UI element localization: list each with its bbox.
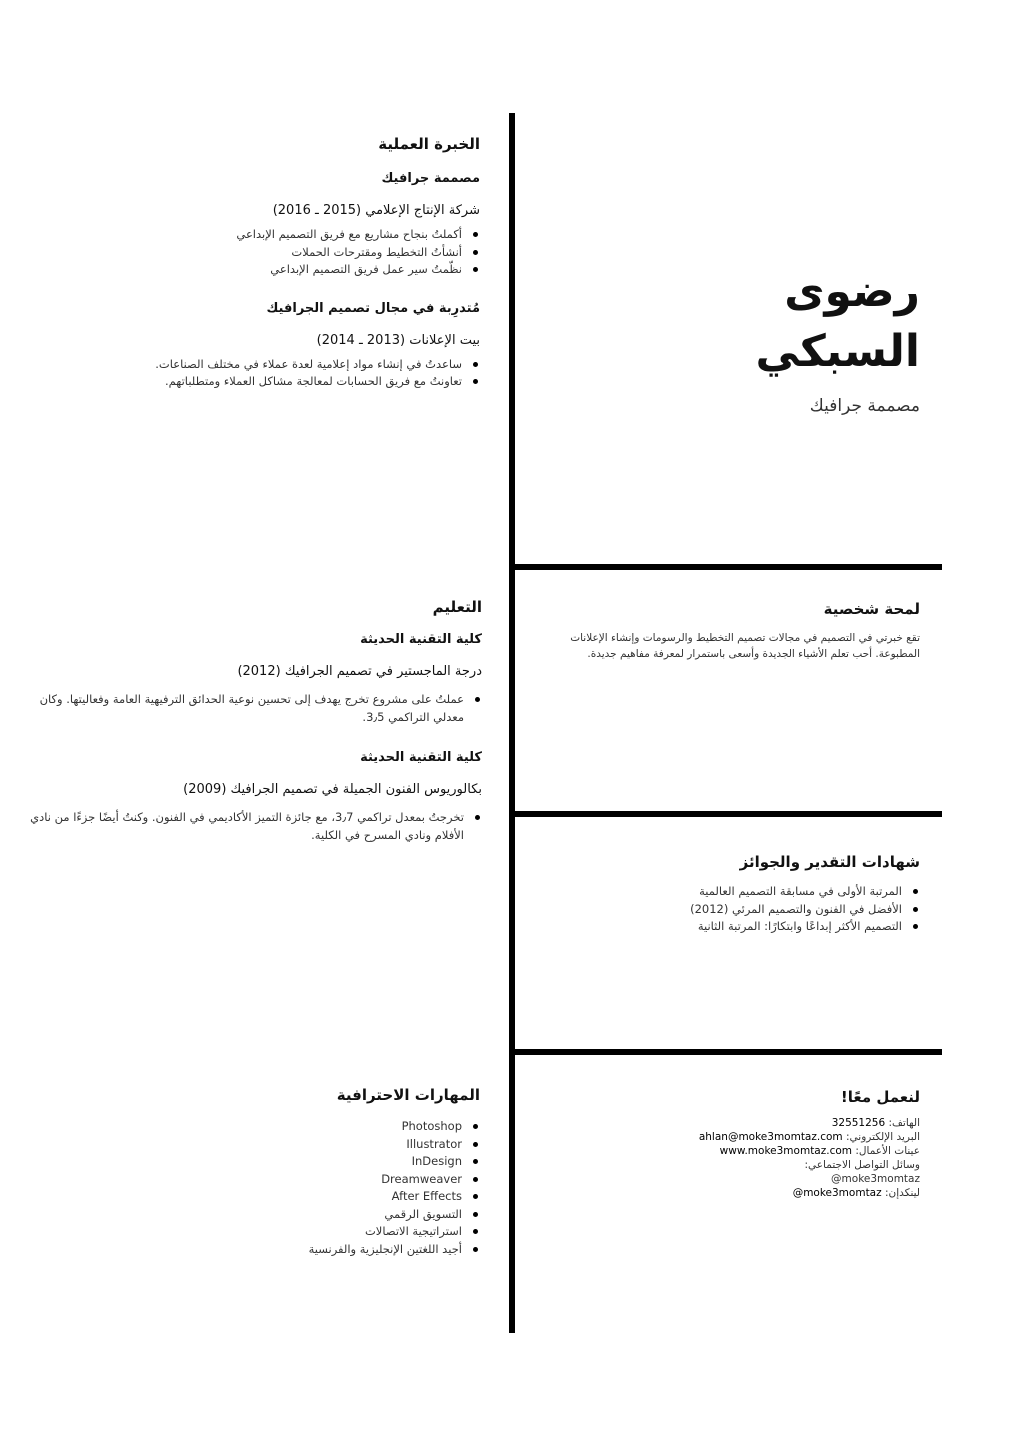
skills-heading: المهارات الاحترافية <box>336 1086 480 1104</box>
list-item: Illustrator <box>80 1136 462 1154</box>
vertical-divider <box>509 113 515 1333</box>
list-item: نظّمتُ سير عمل فريق التصميم الإبداعي <box>60 261 462 279</box>
contact-email-row <box>530 1130 920 1144</box>
list-item: التصميم الأكثر إبداعًا وابتكارًا: المرتبة الثانية <box>530 918 902 936</box>
profile-text: تقع خبرتي في التصميم في مجالات تصميم التخطيط والرسومات وإنشاء الإعلانات المطبوعة. أحب تعلم الأشياء الجديدة وأسعى باستمرار لمعرفة مفاهيم جديدة. <box>570 632 920 660</box>
education-school: كلية التقنية الحديثة <box>360 750 482 765</box>
list-item: المرتبة الأولى في مسابقة التصميم العالمية <box>530 883 902 901</box>
education-heading: التعليم <box>432 598 482 616</box>
awards-list <box>530 883 920 936</box>
list-item: عملتُ على مشروع تخرج يهدف إلى تحسين نوعية الحدائق الترفيهية العامة وفعاليتها. وكان معدلي التراكمي 3٫5. <box>12 691 464 726</box>
education-degree: بكالوريوس الفنون الجميلة في تصميم الجرافيك (2009) <box>183 782 482 797</box>
list-item: أكملتُ بنجاح مشاريع مع فريق التصميم الإبداعي <box>60 226 462 244</box>
list-item: Photoshop <box>80 1118 462 1136</box>
list-item: استراتيجية الاتصالات <box>80 1223 462 1241</box>
job-bullets <box>60 356 480 391</box>
name-last: السبكي <box>755 326 920 377</box>
profile-section <box>530 600 920 662</box>
horizontal-divider-1 <box>515 564 942 570</box>
education-section <box>12 598 482 844</box>
experience-heading: الخبرة العملية <box>378 135 480 153</box>
job-position: مُتدرِبة في مجال تصميم الجرافيك <box>266 300 480 316</box>
education-degree: درجة الماجستير في تصميم الجرافيك (2012) <box>237 664 482 679</box>
contact-portfolio-row <box>530 1144 920 1158</box>
awards-section <box>530 853 920 936</box>
list-item: الأفضل في الفنون والتصميم المرئي (2012) <box>530 901 902 919</box>
contact-section <box>530 1088 920 1200</box>
contact-portfolio-label: عينات الأعمال: <box>855 1145 920 1157</box>
job-position: مصممة جرافيك <box>381 171 480 186</box>
contact-phone-label: الهاتف: <box>888 1117 920 1129</box>
list-item: Dreamweaver <box>80 1171 462 1189</box>
list-item: أنشأتُ التخطيط ومقترحات الحملات <box>60 244 462 262</box>
skills-list <box>80 1118 480 1258</box>
horizontal-divider-3 <box>515 1049 942 1055</box>
list-item: After Effects <box>80 1188 462 1206</box>
contact-email[interactable]: ahlan@moke3momtaz.com <box>698 1131 843 1143</box>
skills-section <box>80 1086 480 1258</box>
contact-linkedin-row <box>530 1186 920 1200</box>
list-item: أجيد اللغتين الإنجليزية والفرنسية <box>80 1241 462 1259</box>
list-item: InDesign <box>80 1153 462 1171</box>
contact-social-label: وسائل التواصل الاجتماعي: <box>804 1159 920 1171</box>
list-item: التسويق الرقمي <box>80 1206 462 1224</box>
job-bullets <box>60 226 480 279</box>
list-item: تخرجتُ بمعدل تراكمي 3٫7، مع جائزة التميز الأكاديمي في الفنون. وكنتُ أيضًا جزءًا من نادي الأفلام ونادي المسرح في الكلية. <box>12 809 464 844</box>
name-first: رضوى <box>784 266 920 317</box>
list-item: تعاونتُ مع فريق الحسابات لمعالجة مشاكل العملاء ومتطلباتهم. <box>60 373 462 391</box>
contact-linkedin[interactable]: @moke3momtaz <box>792 1187 882 1199</box>
contact-social[interactable]: @moke3momtaz <box>831 1173 920 1185</box>
contact-heading: لنعمل معًا! <box>840 1088 920 1106</box>
horizontal-divider-2 <box>515 811 942 817</box>
job-title: مصممة جرافيك <box>809 396 920 416</box>
education-bullets <box>12 691 482 726</box>
contact-portfolio-link[interactable]: www.moke3momtaz.com <box>719 1145 853 1157</box>
job-company: بيت الإعلانات (2013 ـ 2014) <box>316 332 480 348</box>
contact-phone: 32551256 <box>831 1117 886 1129</box>
profile-heading: لمحة شخصية <box>823 600 920 618</box>
name-block <box>620 262 920 416</box>
contact-linkedin-label: لينكدإن: <box>884 1187 920 1199</box>
job-company: شركة الإنتاج الإعلامي (2015 ـ 2016) <box>272 203 480 218</box>
experience-section <box>60 135 480 391</box>
contact-phone-row <box>530 1116 920 1130</box>
list-item: ساعدتُ في إنشاء مواد إعلامية لعدة عملاء في مختلف الصناعات. <box>60 356 462 374</box>
awards-heading: شهادات التقدير والجوائز <box>739 853 920 871</box>
education-bullets <box>12 809 482 844</box>
contact-email-label: البريد الإلكتروني: <box>846 1131 920 1143</box>
education-school: كلية التقنية الحديثة <box>360 632 482 647</box>
